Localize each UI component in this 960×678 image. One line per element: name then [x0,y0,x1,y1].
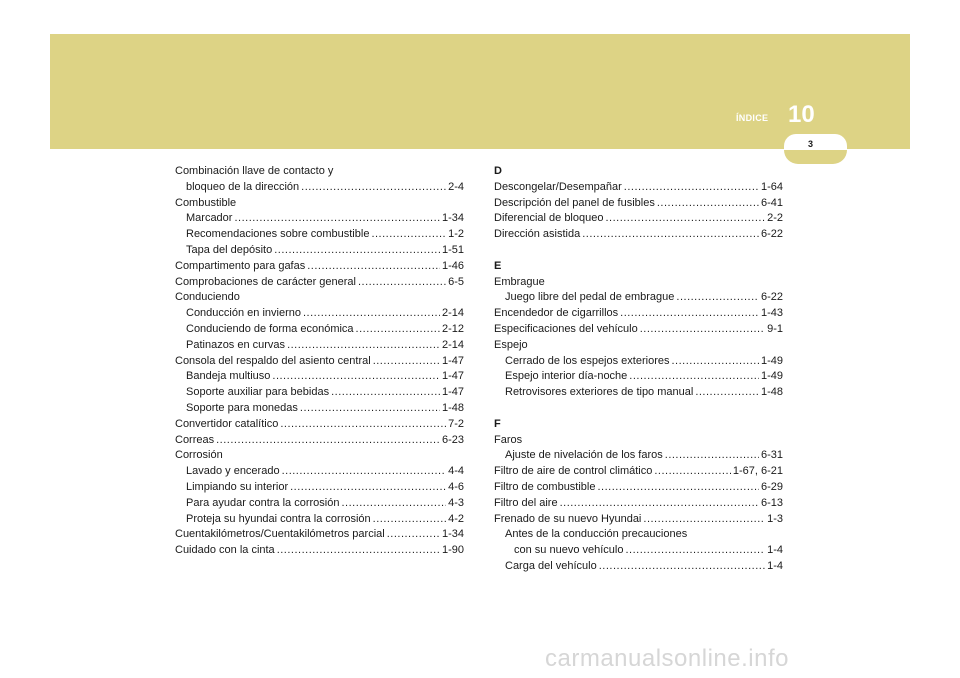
index-entry-text: Juego libre del pedal de embrague [505,291,675,304]
dot-leader [272,369,440,385]
index-entry-text: Diferencial de bloqueo [494,212,604,225]
index-letter-heading: E [494,259,502,272]
index-entry [175,259,464,275]
index-entry-text: Consola del respaldo del asiento central [175,354,371,367]
index-entry [494,543,783,559]
index-entry [175,211,464,227]
index-entry-page: 1-4 [767,544,783,557]
index-entry-text: Cuentakilómetros/Cuentakilómetros parcial [175,528,385,541]
index-entry-text: Soporte para monedas [186,401,298,414]
index-entry-text: con su nuevo vehículo [514,544,624,557]
index-entry-page: 1-4 [767,559,783,572]
index-entry [494,275,783,291]
index-entry-page: 6-31 [760,449,783,462]
index-entry [175,243,464,259]
group-spacer [494,401,783,417]
index-entry [494,480,783,496]
index-entry-page: 1-47 [441,370,464,383]
index-entry-page: 6-41 [760,196,783,209]
index-entry-text: Cerrado de los espejos exteriores [505,354,670,367]
dot-leader [695,385,759,401]
index-entry-page: 4-4 [448,465,464,478]
dot-leader [625,543,765,559]
index-entry [175,164,464,180]
dot-leader [373,354,440,370]
index-entry [175,354,464,370]
index-entry-page: 7-2 [448,417,464,430]
index-entry [494,354,783,370]
index-entry-text: Embrague [494,275,545,288]
index-entry [175,464,464,480]
index-entry-page: 6-13 [760,496,783,509]
index-entry-text: Corrosión [175,449,223,462]
page-number: 3 [808,139,814,149]
dot-leader [620,306,759,322]
index-entry-text: Tapa del depósito [186,243,273,256]
index-entry-page: 1-2 [448,228,464,241]
index-entry [494,227,783,243]
index-entry-page: 6-29 [760,480,783,493]
index-entry-text: Dirección asistida [494,228,581,241]
index-entry-page: 1-48 [760,386,783,399]
dot-leader [387,527,440,543]
index-entry-text: bloqueo de la dirección [186,180,300,193]
dot-leader [341,496,446,512]
index-entry-page: 1-90 [441,544,464,557]
index-entry-page: 6-22 [760,228,783,241]
index-entry-text: Correas [175,433,215,446]
index-entry [494,464,783,480]
dot-leader [303,306,440,322]
index-entry-page: 1-34 [441,212,464,225]
index-entry [494,322,783,338]
index-column-left [175,164,464,559]
index-entry-text: Para ayudar contra la corrosión [186,496,340,509]
dot-leader [277,543,440,559]
index-entry-text: Descongelar/Desempañar [494,180,622,193]
index-entry [494,527,783,543]
dot-leader [373,512,446,528]
index-entry-page: 1-48 [441,401,464,414]
index-entry-text: Espejo [494,338,528,351]
index-entry-text: Ajuste de nivelación de los faros [505,449,663,462]
chapter-tab-notch [784,134,847,150]
index-entry-text: Marcador [186,212,233,225]
index-entry-text: Faros [494,433,523,446]
index-column-right [494,164,783,575]
index-entry [175,527,464,543]
index-entry-text: Retrovisores exteriores de tipo manual [505,386,694,399]
index-entry-page: 6-5 [448,275,464,288]
index-entry [494,180,783,196]
index-entry-text: Frenado de su nuevo Hyundai [494,512,642,525]
index-entry [494,448,783,464]
index-entry-page: 2-12 [441,322,464,335]
index-entry-text: Combustible [175,196,237,209]
index-entry-page: 1-34 [441,528,464,541]
index-entry [175,306,464,322]
index-entry [175,369,464,385]
index-entry-text: Patinazos en curvas [186,338,286,351]
index-entry-page: 2-14 [441,338,464,351]
dot-leader [629,369,759,385]
dot-leader [300,401,440,417]
index-entry [175,275,464,291]
section-title: ÍNDICE [736,113,769,123]
index-entry [494,369,783,385]
watermark: carmanualsonline.info [545,645,789,672]
index-entry-text: Lavado y encerado [186,465,280,478]
index-entry-text: Especificaciones del vehículo [494,322,638,335]
dot-leader [307,259,440,275]
dot-leader [654,464,731,480]
chapter-number: 10 [788,101,815,128]
dot-leader [582,227,759,243]
index-entry [175,401,464,417]
dot-leader [640,322,765,338]
dot-leader [605,211,765,227]
index-entry [175,322,464,338]
index-entry-text: Bandeja multiuso [186,370,271,383]
dot-leader [676,290,759,306]
index-entry-page: 1-67, 6-21 [732,465,783,478]
index-entry [494,211,783,227]
dot-leader [287,338,440,354]
index-entry [175,496,464,512]
dot-leader [282,464,447,480]
index-entry [175,543,464,559]
index-entry [175,196,464,212]
index-entry-page: 1-47 [441,354,464,367]
index-entry-text: Conduciendo de forma económica [186,322,354,335]
dot-leader [624,180,759,196]
index-entry-text: Filtro del aire [494,496,558,509]
index-entry-text: Antes de la conducción precauciones [505,528,688,541]
index-entry-page: 2-4 [448,180,464,193]
dot-leader [598,480,759,496]
index-entry [494,433,783,449]
index-entry [494,559,783,575]
index-letter-heading: D [494,165,502,177]
index-entry-page: 1-49 [760,354,783,367]
dot-leader [274,243,440,259]
dot-leader [671,354,758,370]
index-entry-text: Soporte auxiliar para bebidas [186,386,330,399]
index-entry [494,385,783,401]
index-entry-page: 1-49 [760,370,783,383]
index-entry [175,433,464,449]
index-entry [175,180,464,196]
index-entry-page: 4-3 [448,496,464,509]
index-entry [494,290,783,306]
index-entry-text: Espejo interior día-noche [505,370,628,383]
index-entry-text: Cuidado con la cinta [175,544,275,557]
index-entry-page: 1-3 [767,512,783,525]
index-entry-text: Descripción del panel de fusibles [494,196,655,209]
dot-leader [643,512,765,528]
index-entry-text: Limpiando su interior [186,480,289,493]
index-entry-text: Convertidor catalítico [175,417,279,430]
index-entry-text: Filtro de aire de control climático [494,465,653,478]
index-entry [175,417,464,433]
index-entry-text: Combinación llave de contacto y [175,165,334,177]
index-entry-page: 1-47 [441,386,464,399]
index-entry-page: 2-2 [767,212,783,225]
dot-leader [301,180,446,196]
index-entry [494,512,783,528]
dot-leader [356,322,440,338]
dot-leader [371,227,446,243]
index-entry [175,338,464,354]
index-entry-text: Proteja su hyundai contra la corrosión [186,512,371,525]
index-entry [494,306,783,322]
index-entry-page: 1-43 [760,307,783,320]
index-entry-page: 1-64 [760,180,783,193]
dot-leader [599,559,765,575]
dot-leader [665,448,759,464]
dot-leader [331,385,440,401]
index-entry [175,512,464,528]
index-entry-text: Comprobaciones de carácter general [175,275,356,288]
group-spacer [494,243,783,259]
index-entry-page: 1-46 [441,259,464,272]
index-entry [175,290,464,306]
dot-leader [358,275,446,291]
index-entry-text: Filtro de combustible [494,480,596,493]
index-entry-page: 4-2 [448,512,464,525]
index-entry-text: Recomendaciones sobre combustible [186,228,370,241]
index-entry [175,385,464,401]
index-entry-text: Carga del vehículo [505,559,597,572]
index-entry [175,227,464,243]
index-entry [494,338,783,354]
index-entry-page: 2-14 [441,307,464,320]
index-letter-heading: F [494,417,501,430]
dot-leader [234,211,440,227]
index-entry-text: Compartimento para gafas [175,259,306,272]
index-entry-page: 1-51 [441,243,464,256]
index-entry-page: 4-6 [448,480,464,493]
index-entry-text: Conducción en invierno [186,307,301,320]
index-entry [494,496,783,512]
index-entry-text: Encendedor de cigarrillos [494,307,619,320]
dot-leader [216,433,440,449]
dot-leader [560,496,759,512]
index-entry-page: 6-22 [760,291,783,304]
dot-leader [657,196,759,212]
index-entry [175,480,464,496]
header-band [50,34,910,149]
index-entry-text: Conduciendo [175,291,240,304]
index-entry [494,196,783,212]
index-entry-page: 9-1 [767,322,783,335]
dot-leader [280,417,446,433]
index-entry-page: 6-23 [441,433,464,446]
index-entry [175,448,464,464]
dot-leader [290,480,446,496]
